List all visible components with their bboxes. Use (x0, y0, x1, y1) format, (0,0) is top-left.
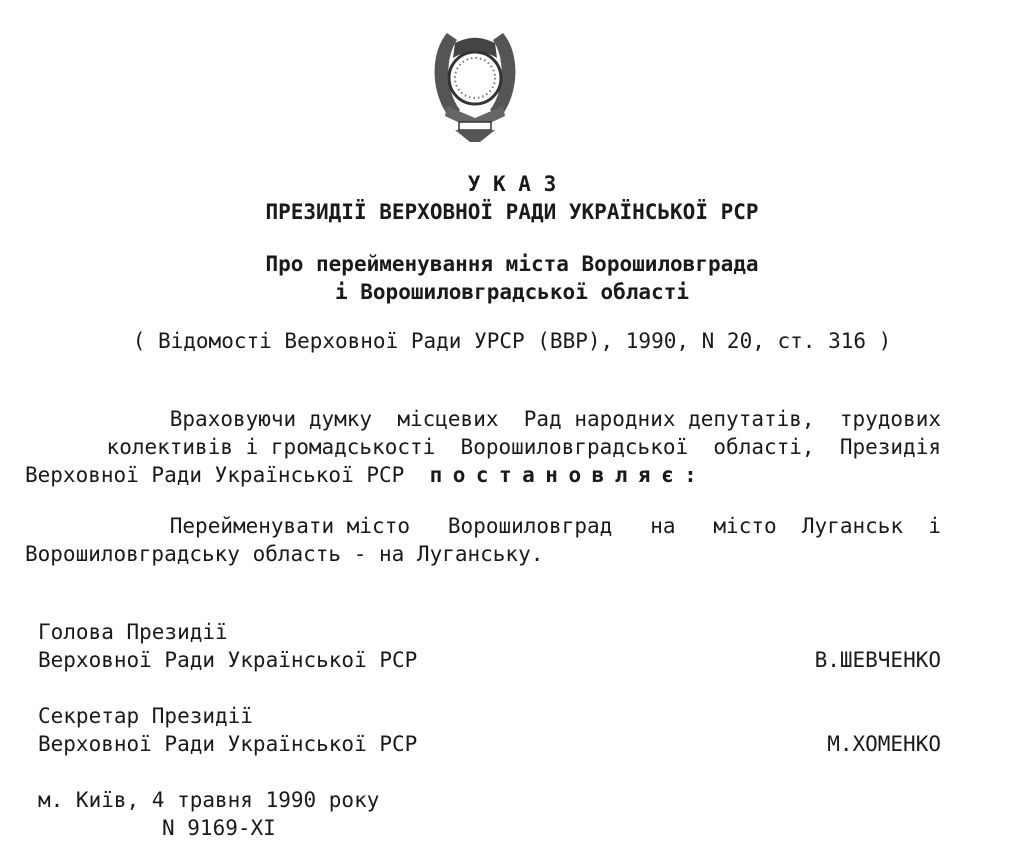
subject-line-2: і Ворошиловградської області (334, 280, 689, 304)
source-reference: ( Відомості Верховної Ради УРСР (ВВР), 1990, N 20, ст. 316 ) (132, 329, 892, 353)
place-and-date: м. Київ, 4 травня 1990 року (38, 788, 380, 812)
issuer-title: ПРЕЗИДІЇ ВЕРХОВНОЇ РАДИ УКРАЇНСЬКОЇ РСР (265, 200, 759, 224)
preamble-line-2: колективів і громадськості Ворошиловградської області, Президія (106, 435, 941, 459)
signature-1-name: В.ШЕВЧЕНКО (814, 648, 941, 672)
preamble-line-3 (25, 461, 707, 489)
preamble-line-1: Враховуючи думку місцевих Рад народних депутатів, трудових (169, 407, 941, 431)
signature-1-title-line-1: Голова Президії (38, 620, 228, 644)
signature-2-title-line-2: Верховної Ради Української РСР (38, 732, 418, 756)
document-type-title: У К А З (467, 172, 557, 196)
signature-1-title-line-2: Верховної Ради Української РСР (38, 648, 418, 672)
preamble-last-text: Верховної Ради Української РСР (25, 463, 405, 487)
decree-line-1: Перейменувати місто Ворошиловград на місто Луганськ і (169, 514, 941, 538)
decree-number: N 9169-XI (162, 816, 276, 840)
subject-line-1: Про перейменування міста Ворошиловграда (265, 252, 759, 276)
decides-keyword: постановляє: (429, 463, 708, 487)
signature-2-name: М.ХОМЕНКО (827, 732, 941, 756)
ukrainian-ssr-emblem-icon (425, 18, 525, 143)
decree-line-2: Ворошиловградську область - на Луганську. (25, 542, 544, 566)
signature-2-title-line-1: Секретар Президії (38, 704, 253, 728)
